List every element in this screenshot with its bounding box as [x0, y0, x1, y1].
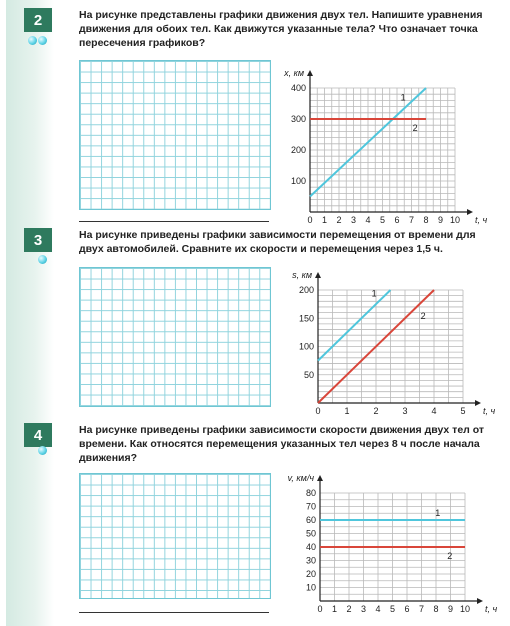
x-tick-label: 5 — [389, 604, 396, 614]
answer-line-4[interactable] — [79, 612, 269, 613]
x-tick-label: 7 — [408, 215, 415, 225]
y-tick-label: 100 — [290, 176, 306, 186]
y-axis-label: v, км/ч — [287, 473, 314, 483]
bullet-icon — [28, 36, 37, 45]
answer-grid-3[interactable] — [79, 267, 271, 407]
x-tick-label: 10 — [449, 215, 461, 225]
x-axis-label: t, ч — [483, 406, 496, 416]
x-tick-label: 3 — [402, 406, 408, 416]
y-axis-arrow — [317, 475, 323, 481]
bullet-icon — [38, 255, 47, 264]
y-tick-label: 50 — [303, 369, 314, 380]
y-tick-label: 150 — [298, 313, 314, 324]
task-number-3: 3 — [24, 228, 52, 252]
answer-line-2[interactable] — [79, 221, 269, 222]
y-tick-label: 60 — [305, 515, 316, 525]
series-line-1 — [318, 290, 391, 361]
x-axis-arrow — [467, 209, 473, 215]
answer-grid-4[interactable] — [79, 473, 271, 599]
y-axis-arrow — [307, 70, 313, 76]
x-axis-label: t, ч — [485, 604, 498, 614]
y-tick-label: 200 — [290, 145, 306, 155]
x-tick-label: 8 — [433, 604, 439, 614]
x-tick-label: 10 — [459, 604, 471, 614]
x-tick-label: 6 — [394, 215, 400, 225]
task-number-2: 2 — [24, 8, 52, 32]
series-label: 2 — [447, 551, 453, 561]
x-tick-label: 0 — [315, 406, 321, 416]
x-tick-label: 5 — [460, 406, 466, 416]
x-tick-label: 7 — [418, 604, 425, 614]
y-tick-label: 50 — [305, 528, 316, 539]
chart-2 — [285, 268, 496, 418]
y-axis-label: s, км — [292, 270, 312, 280]
x-tick-label: 0 — [317, 604, 323, 614]
y-tick-label: 30 — [305, 555, 316, 566]
y-tick-label: 80 — [305, 488, 316, 498]
x-tick-label: 2 — [373, 406, 379, 416]
x-tick-label: 9 — [437, 215, 444, 225]
task-4-text: На рисунке приведены графики зависимости скорости движения двух тел от времени. Как относятся перемещения указанных тел через 8 ч после начала движения? — [79, 424, 485, 464]
x-tick-label: 3 — [350, 215, 357, 225]
y-tick-label: 400 — [290, 83, 306, 93]
y-tick-label: 300 — [290, 114, 306, 124]
x-tick-label: 5 — [379, 215, 386, 225]
x-tick-label: 9 — [447, 604, 454, 614]
x-tick-label: 1 — [331, 604, 338, 614]
y-axis-arrow — [315, 272, 321, 278]
x-axis-arrow — [475, 400, 481, 406]
margin-band — [6, 0, 54, 626]
x-tick-label: 2 — [346, 604, 352, 614]
task-3-text: На рисунке приведены графики зависимости перемещения от времени для двух автомобилей. Сравните их скорости и перемещения через 1,5 ч. — [79, 229, 476, 255]
y-tick-label: 20 — [305, 569, 316, 579]
chart-3 — [285, 471, 498, 616]
series-label: 1 — [435, 508, 441, 518]
x-axis-label: t, ч — [475, 215, 488, 225]
bullet-icon — [38, 446, 47, 455]
y-axis-label: x, км — [284, 68, 304, 78]
x-axis-arrow — [477, 598, 483, 604]
answer-grid-2[interactable] — [79, 60, 271, 210]
x-tick-label: 2 — [336, 215, 342, 225]
x-tick-label: 1 — [321, 215, 328, 225]
x-tick-label: 8 — [423, 215, 429, 225]
task-2-text: На рисунке представлены графики движения двух тел. Напишите уравнения движения для обоих тел. Как движутся указанные тела? Что означает точка пересечения графиков? — [79, 9, 483, 49]
bullet-icon — [38, 36, 47, 45]
y-tick-label: 40 — [305, 542, 316, 552]
x-tick-label: 4 — [375, 604, 381, 614]
y-tick-label: 70 — [305, 501, 316, 512]
y-tick-label: 10 — [305, 582, 316, 593]
series-label: 2 — [412, 123, 418, 133]
page-margin — [0, 0, 58, 626]
x-tick-label: 4 — [365, 215, 371, 225]
series-label: 1 — [371, 288, 377, 299]
x-tick-label: 1 — [344, 406, 350, 416]
x-tick-label: 4 — [431, 406, 437, 416]
task-number-4: 4 — [24, 423, 52, 447]
chart-1 — [284, 58, 488, 228]
x-tick-label: 3 — [360, 604, 367, 614]
x-tick-label: 6 — [404, 604, 410, 614]
series-label: 1 — [400, 92, 406, 103]
series-label: 2 — [420, 310, 426, 321]
x-tick-label: 0 — [307, 215, 313, 225]
y-tick-label: 100 — [298, 341, 314, 352]
y-tick-label: 200 — [298, 285, 314, 295]
